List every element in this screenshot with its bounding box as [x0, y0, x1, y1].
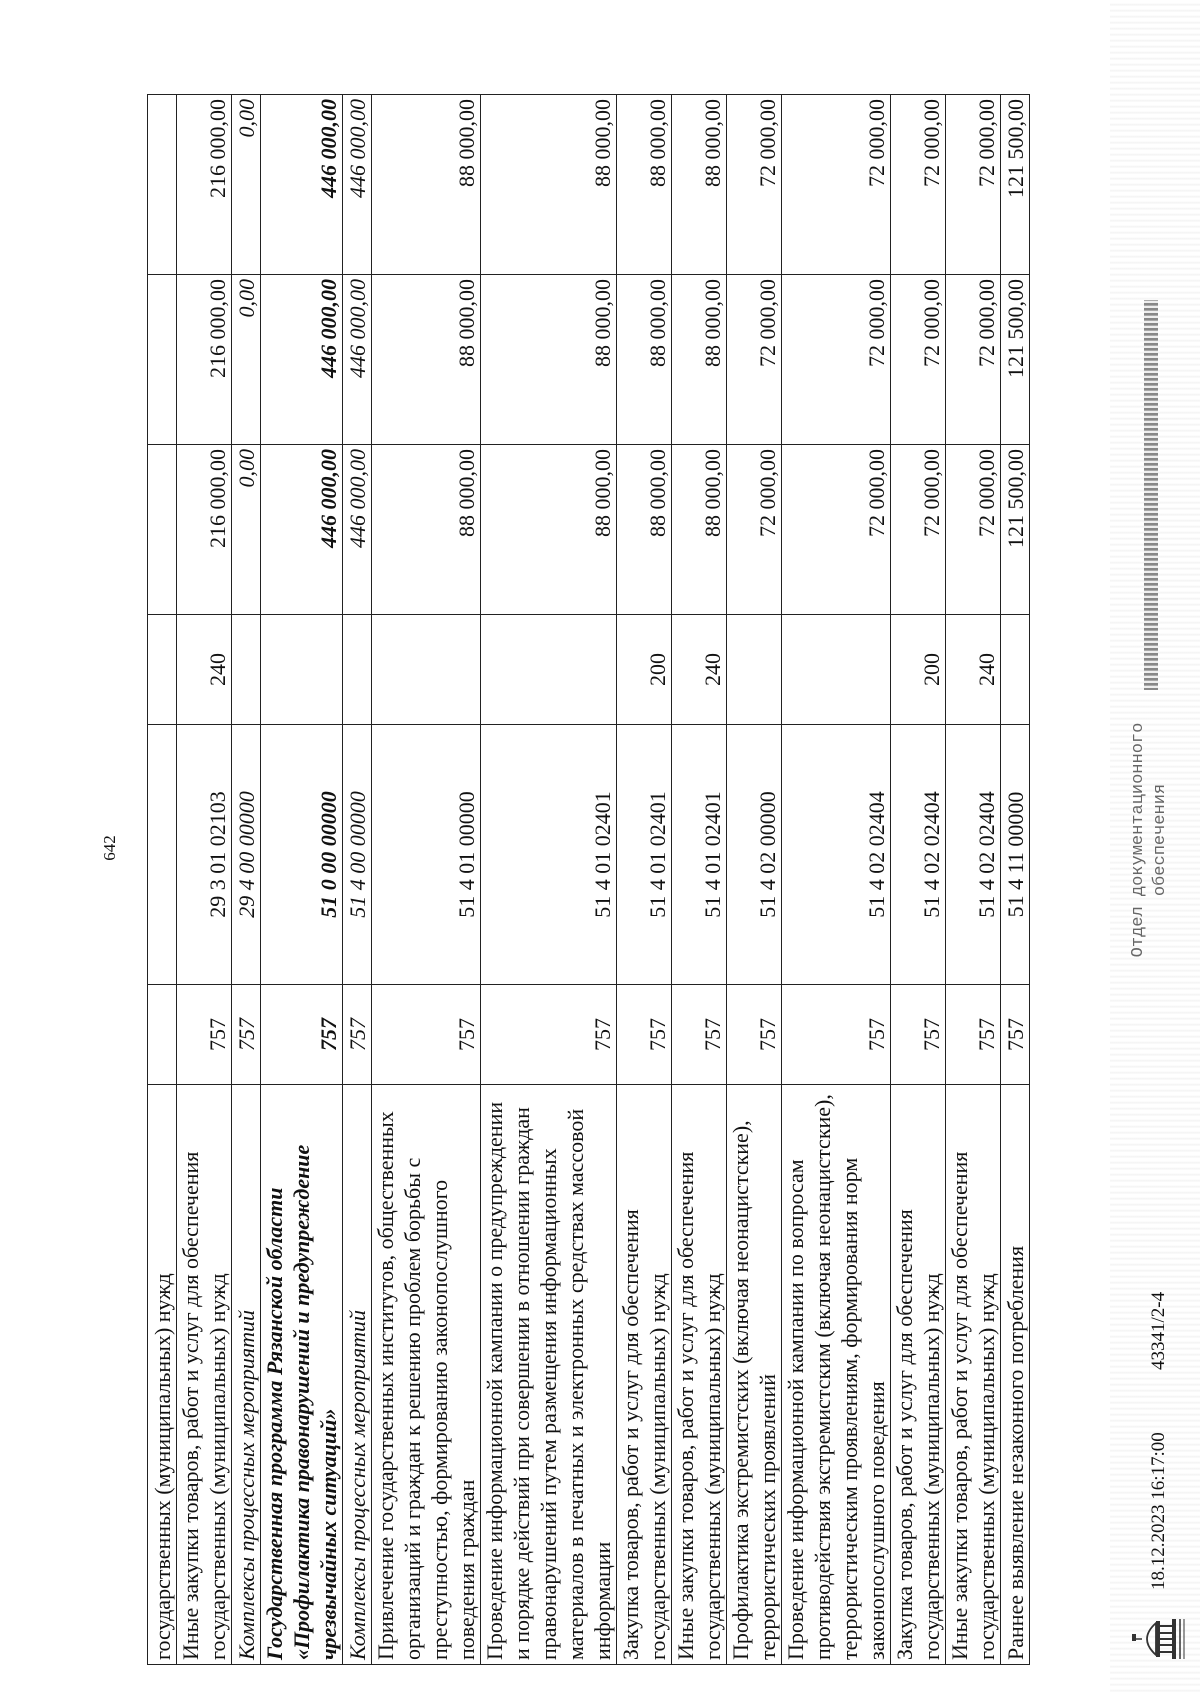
row-amount-2: 0,00	[232, 275, 261, 445]
row-csr-code: 29 3 01 02103	[177, 725, 232, 985]
row-amount-1: 72 000,00	[782, 445, 891, 615]
row-csr-code: 51 4 11 00000	[1001, 725, 1030, 985]
row-amount-2: 72 000,00	[727, 275, 782, 445]
row-vr-code: 240	[672, 615, 727, 725]
row-amount-3: 72 000,00	[782, 95, 891, 275]
row-amount-1: 446 000,00	[343, 445, 372, 615]
table-row	[727, 95, 782, 1665]
row-name: Раннее выявление незаконного потребления	[1001, 1085, 1030, 1665]
table-row	[343, 95, 372, 1665]
budget-table-body	[148, 95, 1030, 1665]
row-csr-code: 51 4 02 02404	[782, 725, 891, 985]
row-vr-code: 240	[177, 615, 232, 725]
row-amount-3: 72 000,00	[946, 95, 1001, 275]
page-footer	[1128, 35, 1188, 1675]
row-name: Иные закупки товаров, работ и услуг для обеспечения государственных (муниципальных) нужд	[946, 1085, 1001, 1665]
row-vr-code: 200	[617, 615, 672, 725]
table-row	[481, 95, 617, 1665]
row-csr-code: 51 4 01 02401	[617, 725, 672, 985]
row-csr-code: 29 4 00 00000	[232, 725, 261, 985]
row-amount-1: 446 000,00	[261, 445, 343, 615]
table-row	[946, 95, 1001, 1665]
row-amount-2: 88 000,00	[617, 275, 672, 445]
table-row	[672, 95, 727, 1665]
row-amount-1: 88 000,00	[372, 445, 481, 615]
row-amount-1	[148, 445, 177, 615]
row-csr-code: 51 4 00 00000	[343, 725, 372, 985]
row-amount-1: 72 000,00	[946, 445, 1001, 615]
row-amount-2: 446 000,00	[343, 275, 372, 445]
row-csr-code: 51 4 02 02404	[946, 725, 1001, 985]
budget-table	[147, 94, 1030, 1665]
row-amount-2	[148, 275, 177, 445]
table-row	[891, 95, 946, 1665]
stamp-line-2: обеспечения	[1151, 783, 1170, 897]
row-name: государственных (муниципальных) нужд	[148, 1085, 177, 1665]
row-amount-1: 0,00	[232, 445, 261, 615]
row-csr-code: 51 4 01 00000	[372, 725, 481, 985]
row-vr-code	[727, 615, 782, 725]
row-ved-code	[148, 985, 177, 1085]
table-row	[617, 95, 672, 1665]
row-name: Закупка товаров, работ и услуг для обеспечения государственных (муниципальных) нужд	[617, 1085, 672, 1665]
row-ved-code: 757	[232, 985, 261, 1085]
row-csr-code: 51 0 00 00000	[261, 725, 343, 985]
row-name: Профилактика экстремистских (включая неонацистские), террористических проявлений	[727, 1085, 782, 1665]
row-ved-code: 757	[261, 985, 343, 1085]
row-amount-2: 88 000,00	[481, 275, 617, 445]
row-amount-3: 446 000,00	[261, 95, 343, 275]
row-name: Закупка товаров, работ и услуг для обеспечения государственных (муниципальных) нужд	[891, 1085, 946, 1665]
row-vr-code	[481, 615, 617, 725]
row-amount-3: 88 000,00	[372, 95, 481, 275]
table-row	[1001, 95, 1030, 1665]
row-name: Комплексы процессных мероприятий	[232, 1085, 261, 1665]
row-amount-2: 88 000,00	[672, 275, 727, 445]
row-csr-code	[148, 725, 177, 985]
row-ved-code: 757	[946, 985, 1001, 1085]
row-amount-3: 0,00	[232, 95, 261, 275]
row-amount-1: 72 000,00	[891, 445, 946, 615]
row-ved-code: 757	[727, 985, 782, 1085]
row-csr-code: 51 4 02 00000	[727, 725, 782, 985]
row-amount-3: 88 000,00	[617, 95, 672, 275]
row-amount-3: 72 000,00	[891, 95, 946, 275]
row-vr-code	[261, 615, 343, 725]
row-amount-3: 88 000,00	[481, 95, 617, 275]
table-row	[372, 95, 481, 1665]
row-amount-3: 72 000,00	[727, 95, 782, 275]
row-name: Привлечение государственных институтов, общественных организаций и граждан к решению проблем борьбы с преступностью, формированию законопослушного поведения граждан	[372, 1085, 481, 1665]
footer-date: 18.12.2023 16:17:00	[1148, 1432, 1169, 1590]
row-ved-code: 757	[481, 985, 617, 1085]
row-amount-2: 446 000,00	[261, 275, 343, 445]
row-amount-1: 121 500,00	[1001, 445, 1030, 615]
row-vr-code	[343, 615, 372, 725]
row-amount-1: 88 000,00	[672, 445, 727, 615]
row-ved-code: 757	[891, 985, 946, 1085]
duma-emblem-icon	[1130, 1617, 1186, 1661]
row-vr-code: 240	[946, 615, 1001, 725]
table-row	[232, 95, 261, 1665]
row-name: Проведение информационной кампании по вопросам противодействия экстремистским (включая неонацистские), террористическим проявлениям, формирования норм законопослушного поведения	[782, 1085, 891, 1665]
table-row	[261, 95, 343, 1665]
table-row	[148, 95, 177, 1665]
footer-doc-number: 43341/2-4	[1148, 1291, 1169, 1370]
row-name: Проведение информационной кампании о предупреждении и порядке действий при совершении в отношении граждан правонарушений путем размещения информационных материалов в печатных и электронных средствах массовой информации	[481, 1085, 617, 1665]
row-csr-code: 51 4 01 02401	[481, 725, 617, 985]
row-name: Иные закупки товаров, работ и услуг для обеспечения государственных (муниципальных) нужд	[177, 1085, 232, 1665]
page-number: 642	[100, 835, 119, 861]
row-amount-2: 72 000,00	[946, 275, 1001, 445]
row-vr-code	[782, 615, 891, 725]
row-vr-code: 200	[891, 615, 946, 725]
row-amount-2: 72 000,00	[782, 275, 891, 445]
row-amount-2: 88 000,00	[372, 275, 481, 445]
row-vr-code	[372, 615, 481, 725]
row-name: Иные закупки товаров, работ и услуг для обеспечения государственных (муниципальных) нужд	[672, 1085, 727, 1665]
row-ved-code: 757	[782, 985, 891, 1085]
row-ved-code: 757	[1001, 985, 1030, 1085]
row-name: Государственная программа Рязанской области «Профилактика правонарушений и предупреждение чрезвычайных ситуаций»	[261, 1085, 343, 1665]
table-row	[177, 95, 232, 1665]
row-amount-1: 88 000,00	[617, 445, 672, 615]
office-stamp	[1128, 700, 1172, 980]
row-amount-3: 446 000,00	[343, 95, 372, 275]
row-amount-1: 88 000,00	[481, 445, 617, 615]
table-row	[782, 95, 891, 1665]
row-vr-code	[148, 615, 177, 725]
row-amount-2: 216 000,00	[177, 275, 232, 445]
row-ved-code: 757	[343, 985, 372, 1085]
row-ved-code: 757	[177, 985, 232, 1085]
row-amount-3: 216 000,00	[177, 95, 232, 275]
row-amount-2: 72 000,00	[891, 275, 946, 445]
row-ved-code: 757	[617, 985, 672, 1085]
row-vr-code	[232, 615, 261, 725]
row-amount-2: 121 500,00	[1001, 275, 1030, 445]
row-name: Комплексы процессных мероприятий	[343, 1085, 372, 1665]
row-csr-code: 51 4 02 02404	[891, 725, 946, 985]
row-amount-3: 121 500,00	[1001, 95, 1030, 275]
row-vr-code	[1001, 615, 1030, 725]
row-amount-3: 88 000,00	[672, 95, 727, 275]
row-ved-code: 757	[372, 985, 481, 1085]
row-ved-code: 757	[672, 985, 727, 1085]
stamp-line-1: Отдел документационного	[1129, 722, 1148, 958]
row-amount-1: 216 000,00	[177, 445, 232, 615]
row-csr-code: 51 4 01 02401	[672, 725, 727, 985]
row-amount-1: 72 000,00	[727, 445, 782, 615]
row-amount-3	[148, 95, 177, 275]
